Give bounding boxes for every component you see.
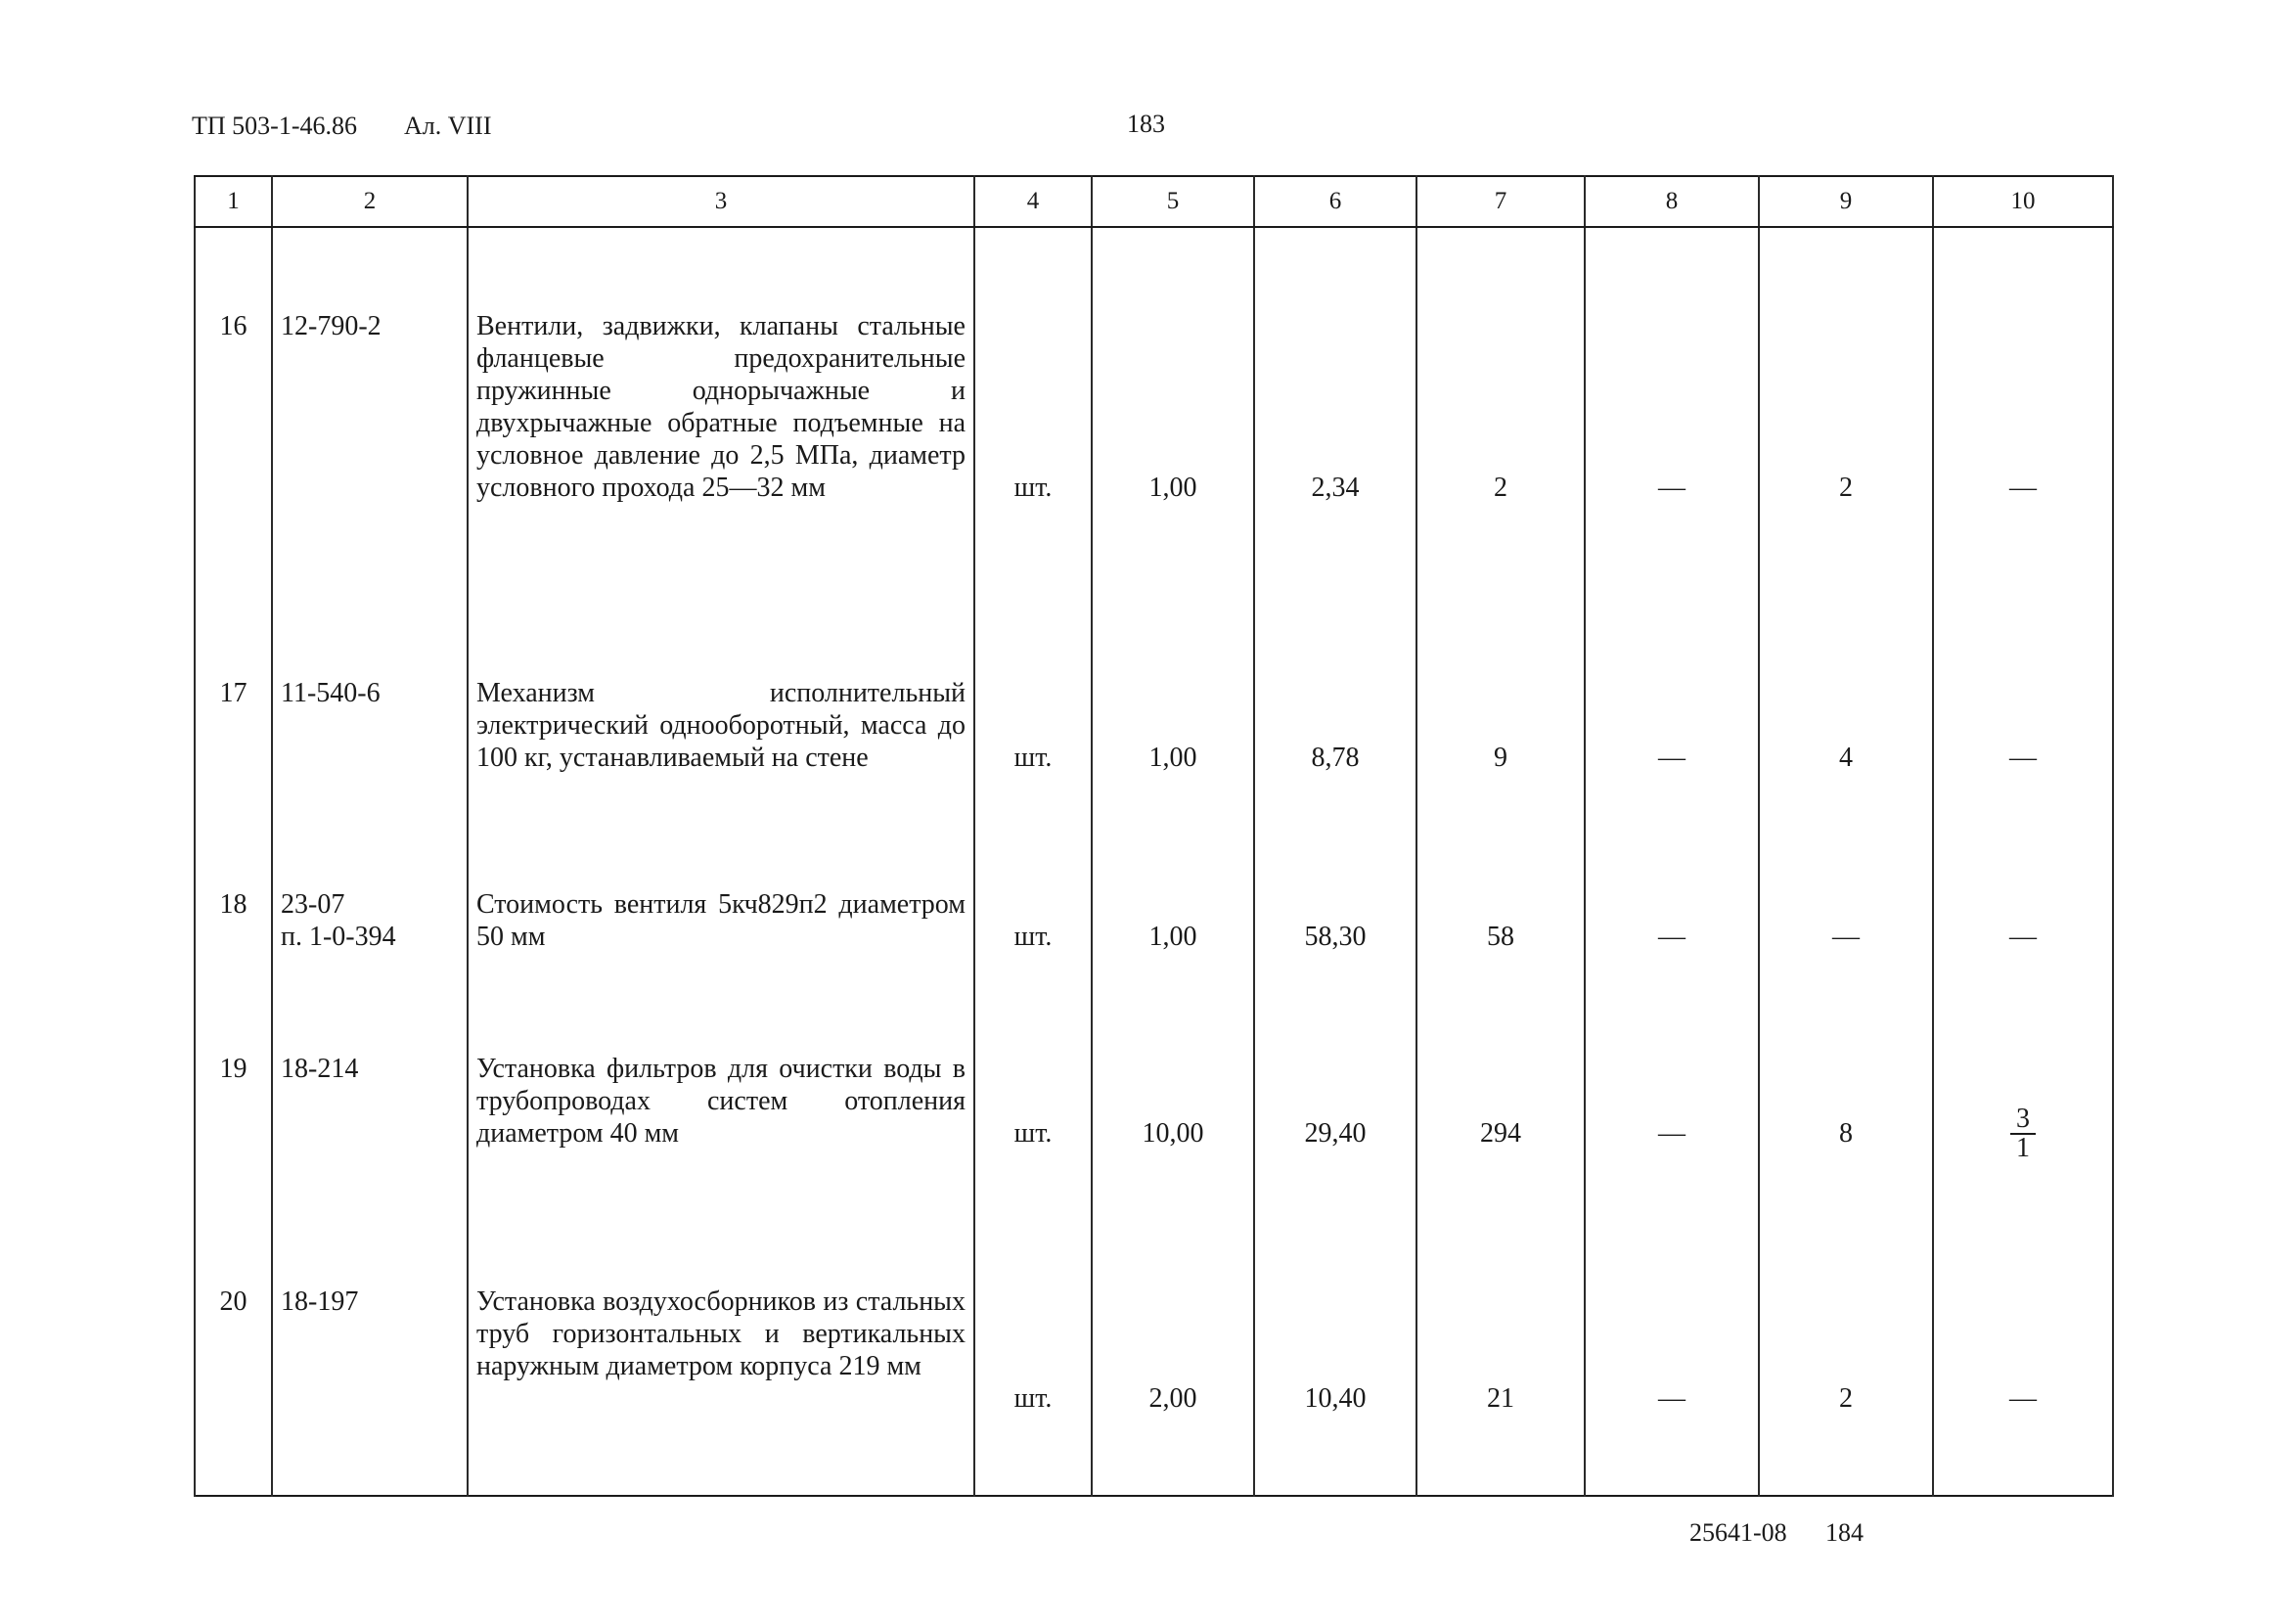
- rate-code: 18-214: [272, 1004, 468, 1237]
- quantity: 1,00: [1148, 922, 1197, 953]
- rate-code: 12-790-2: [272, 227, 468, 628]
- column-header: 4: [974, 176, 1092, 227]
- column-10-fraction: [2010, 1105, 2036, 1162]
- unit: шт.: [1013, 743, 1053, 774]
- row-number: 20: [195, 1237, 272, 1495]
- row-number: 16: [195, 227, 272, 628]
- unit: шт.: [1013, 1382, 1053, 1414]
- total-cost: 294: [1480, 1118, 1521, 1150]
- column-8-value: —: [1658, 922, 1685, 953]
- column-9-value: 8: [1839, 1118, 1853, 1150]
- rate-code: 23-07: [281, 889, 345, 921]
- rate-code: 11-540-6: [272, 628, 468, 839]
- album-number: Ал. VIII: [404, 112, 492, 140]
- column-header: 10: [1933, 176, 2113, 227]
- rate-code-item: п. 1-0-394: [281, 922, 396, 953]
- table-row: [195, 1004, 2113, 1237]
- column-8-value: —: [1658, 743, 1685, 774]
- quantity: 10,00: [1142, 1118, 1204, 1150]
- unit-cost: 29,40: [1304, 1118, 1367, 1150]
- table-row: [195, 628, 2113, 839]
- rate-code: 18-197: [272, 1237, 468, 1495]
- column-9-value: 2: [1839, 1382, 1853, 1414]
- archive-number: 25641-08: [1689, 1518, 1787, 1547]
- column-header: 5: [1092, 176, 1254, 227]
- column-header: 2: [272, 176, 468, 227]
- column-8-value: —: [1658, 1118, 1685, 1150]
- column-header: 7: [1416, 176, 1585, 227]
- table-row: [195, 227, 2113, 628]
- work-description: Установка воздухосборников из стальных труб горизонтальных и вертикальных наружным диаметром корпуса 219 мм: [468, 1237, 974, 1495]
- work-description: Установка фильтров для очистки воды в трубопроводах систем отопления диаметром 40 мм: [468, 1004, 974, 1237]
- unit: шт.: [1013, 473, 1053, 503]
- work-description: Механизм исполнительный электрический однооборотный, масса до 100 кг, устанавливаемый на стене: [468, 628, 974, 839]
- table-row: [195, 1237, 2113, 1495]
- fraction-numerator: 3: [2010, 1105, 2036, 1135]
- estimate-table: [194, 175, 2114, 1497]
- table-row: [195, 839, 2113, 1004]
- column-9-value: 2: [1839, 473, 1853, 503]
- unit-cost: 10,40: [1304, 1382, 1367, 1414]
- column-9-value: 4: [1839, 743, 1853, 774]
- quantity: 1,00: [1148, 743, 1197, 774]
- total-cost: 21: [1487, 1382, 1514, 1414]
- unit-cost: 58,30: [1304, 922, 1367, 953]
- fraction-denominator: 1: [2016, 1133, 2030, 1164]
- work-description: Вентили, задвижки, клапаны стальные фланцевые предохранительные пружинные однорычажные и двухрычажные обратные подъемные на условное давление до 2,5 МПа, диаметр условного прохода 25—32 мм: [468, 227, 974, 628]
- column-header: 8: [1585, 176, 1759, 227]
- unit-cost: 2,34: [1311, 473, 1360, 503]
- unit: шт.: [1013, 1118, 1053, 1150]
- unit: шт.: [1013, 922, 1053, 953]
- column-10-value: —: [2009, 1382, 2037, 1414]
- empty-row: [195, 1495, 2113, 1496]
- unit-cost: 8,78: [1311, 743, 1360, 774]
- column-10-value: —: [2009, 473, 2037, 503]
- column-8-value: —: [1658, 1382, 1685, 1414]
- column-header: 9: [1759, 176, 1933, 227]
- column-9-value: —: [1832, 922, 1860, 953]
- document-code: ТП 503-1-46.86: [192, 112, 357, 140]
- column-10-value: —: [2009, 743, 2037, 774]
- work-description: Стоимость вентиля 5кч829п2 диаметром 50 мм: [468, 839, 974, 1004]
- quantity: 2,00: [1148, 1382, 1197, 1414]
- column-header: 3: [468, 176, 974, 227]
- column-number-row: [195, 176, 2113, 227]
- total-cost: 9: [1494, 743, 1507, 774]
- footer-page-number: 184: [1825, 1518, 1864, 1547]
- row-number: 18: [195, 839, 272, 1004]
- quantity: 1,00: [1148, 473, 1197, 503]
- page-number: 183: [1127, 110, 1165, 138]
- total-cost: 2: [1494, 473, 1507, 503]
- column-header: 6: [1254, 176, 1416, 227]
- row-number: 17: [195, 628, 272, 839]
- column-10-value: —: [2009, 922, 2037, 953]
- total-cost: 58: [1487, 922, 1514, 953]
- column-8-value: —: [1658, 473, 1685, 503]
- column-header: 1: [195, 176, 272, 227]
- row-number: 19: [195, 1004, 272, 1237]
